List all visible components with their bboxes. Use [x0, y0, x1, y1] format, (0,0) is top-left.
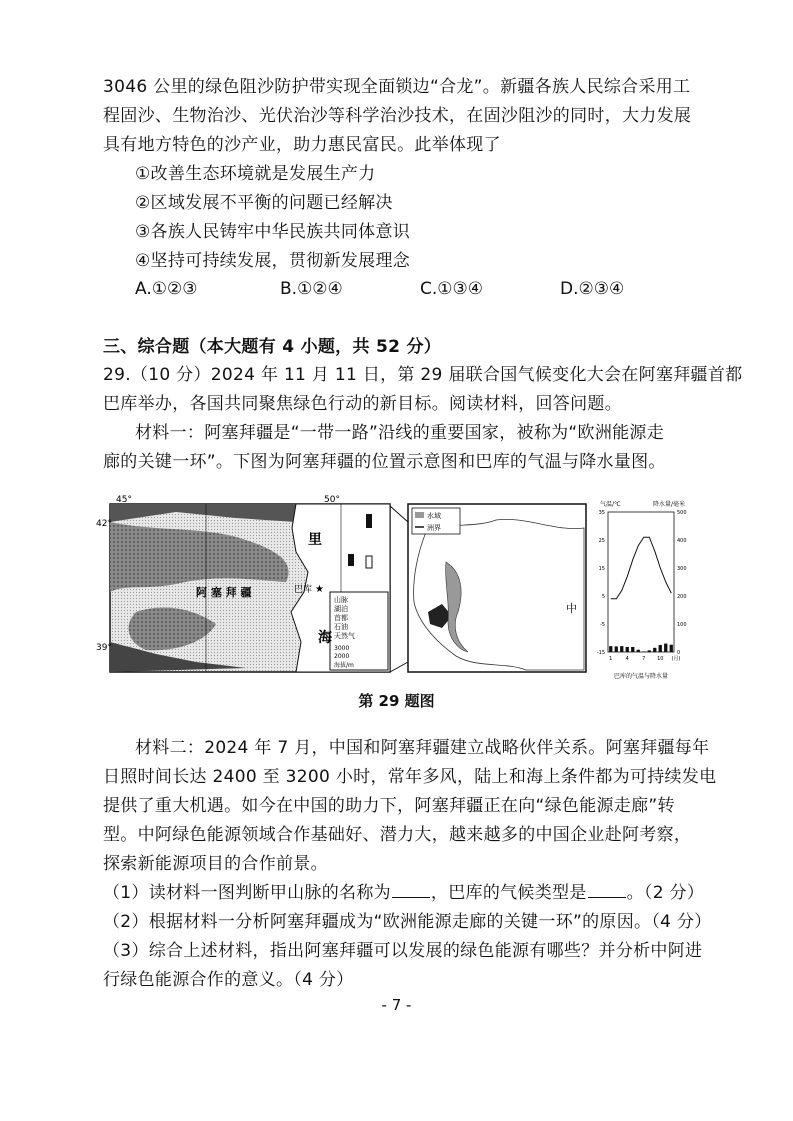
zoom-line-top [390, 506, 408, 522]
material2-line-3: 提供了重大机遇。如今在中国的助力下，阿塞拜疆正在向“绿色能源走廊”转 [103, 796, 675, 816]
legend-elev-unit: 海拔/m [334, 662, 354, 669]
lat-42-label: 42° [96, 519, 112, 529]
month-tick-label: 1 [609, 656, 613, 662]
china-label: 中 [566, 602, 577, 615]
temp-tick-label: -15 [596, 650, 605, 656]
precip-bar [670, 645, 673, 652]
legend-elev-1: 3000 [334, 645, 350, 652]
question-1-part-c: 。（2 分） [626, 883, 705, 903]
lon-45-label: 45° [116, 495, 132, 505]
figure-caption: 第 29 题图 [358, 692, 435, 710]
precip-tick-label: 0 [677, 650, 681, 656]
temp-tick-label: 15 [598, 566, 605, 572]
capital-star-icon: ★ [315, 584, 324, 595]
precip-tick-label: 300 [677, 566, 687, 572]
month-tick-label: 4 [625, 656, 629, 662]
answer-blank-2[interactable] [588, 883, 626, 898]
temp-tick-label: 35 [598, 510, 605, 516]
month-tick-label: 7 [642, 656, 646, 662]
legend-mountain-label: 山脉 [334, 596, 348, 604]
intro-line-1: 3046 公里的绿色阻沙防护带实现全面锁边“合龙”。新疆各族人民综合采用工 [103, 77, 691, 97]
answer-blank-1[interactable] [392, 883, 430, 898]
option-1: ①改善生态环境就是发展生产力 [135, 164, 376, 184]
month-tick-label: 10 [657, 656, 664, 662]
precip-bar [615, 646, 618, 652]
precip-bar [664, 644, 667, 652]
precip-tick-label: 500 [677, 510, 687, 516]
precip-ticks [677, 510, 687, 656]
precip-bar [626, 647, 629, 652]
precip-bar [653, 648, 656, 652]
question-1-part-a: （1）读材料一图判断甲山脉的名称为 [103, 883, 391, 903]
temp-axis-title: 气温/℃ [600, 501, 621, 508]
precip-bar [631, 647, 634, 652]
precip-tick-label: 100 [677, 622, 687, 628]
precip-bar [609, 646, 612, 652]
sea-label-2: 海 [318, 630, 332, 646]
legend-oil-label: 石油 [334, 623, 348, 631]
legend-water-label: 水域 [427, 512, 441, 520]
chart-plot-frame [608, 512, 674, 652]
lat-39-label: 39° [96, 643, 112, 653]
material1-line-1: 材料一：阿塞拜疆是“一带一路”沿线的重要国家，被称为“欧洲能源走 [135, 423, 665, 443]
precip-axis-title: 降水量/毫米 [653, 501, 686, 508]
legend-capital-label: 首都 [334, 614, 348, 622]
choice-b: B.①②④ [280, 279, 343, 299]
precip-bar [620, 646, 623, 652]
month-tick-label: (月) [671, 656, 681, 662]
section-header: 三、综合题（本大题有 4 小题，共 52 分） [103, 337, 442, 357]
q29-line-2: 巴库举办，各国共同聚焦绿色行动的新目标。阅读材料，回答问题。 [103, 394, 622, 414]
intro-line-2: 程固沙、生物治沙、光伏治沙等科学治沙技术，在固沙阻沙的同时，大力发展 [103, 106, 692, 126]
question-3-line-2: 行绿色能源合作的意义。（4 分） [103, 970, 354, 990]
material2-line-1: 材料二：2024 年 7 月，中国和阿塞拜疆建立战略伙伴关系。阿塞拜疆每年 [135, 738, 710, 758]
temp-tick-label: 25 [598, 538, 605, 544]
legend-elev-2: 2000 [334, 653, 350, 660]
legend-lake-label: 湖泊 [334, 605, 348, 613]
question-1 [103, 882, 704, 904]
temp-ticks [597, 510, 605, 656]
question-1-part-b: ，巴库的气候类型是 [430, 883, 587, 903]
oil-well-icon [366, 514, 372, 528]
material2-line-2: 日照时间长达 2400 至 3200 小时，常年多风，陆上和海上条件都为可持续发电 [103, 767, 717, 787]
legend-water-swatch [415, 512, 424, 518]
locator-panel [408, 504, 586, 672]
page-number: - 7 - [381, 996, 412, 1014]
material1-line-2: 廊的关键一环”。下图为阿塞拜疆的位置示意图和巴库的气温与降水量图。 [103, 452, 666, 472]
option-2: ②区域发展不平衡的问题已经解决 [135, 193, 393, 213]
intro-line-3: 具有地方特色的沙产业，助力惠民富民。此举体现了 [103, 135, 501, 155]
precip-tick-label: 400 [677, 538, 687, 544]
country-label: 阿 塞 拜 疆 [196, 586, 252, 599]
precip-bar [659, 645, 662, 652]
precip-bar [637, 650, 640, 652]
question-3-line-1: （3）综合上述材料，指出阿塞拜疆可以发展的绿色能源有哪些？并分析中阿进 [103, 941, 703, 961]
temp-tick-label: -5 [600, 622, 605, 628]
zoom-line-bottom [390, 662, 408, 672]
q29-figure [96, 492, 696, 682]
gas-well-icon [348, 554, 354, 566]
figure-svg [96, 492, 696, 682]
choice-c: C.①③④ [420, 279, 483, 299]
choice-a: A.①②③ [135, 279, 198, 299]
material2-line-4: 型。中阿绿色能源领域合作基础好、潜力大，越来越多的中国企业赴阿考察， [103, 825, 692, 845]
baku-label: 巴库 [294, 585, 313, 595]
map-panel [96, 495, 408, 672]
question-2: （2）根据材料一分析阿塞拜疆成为“欧洲能源走廊的关键一环”的原因。（4 分） [103, 912, 712, 932]
option-3: ③各族人民铸牢中华民族共同体意识 [135, 222, 411, 242]
precip-bar [648, 650, 651, 652]
temp-series-line [611, 537, 672, 599]
lon-50-label: 50° [324, 495, 340, 505]
precip-tick-label: 200 [677, 594, 687, 600]
sea-label-1: 里 [308, 532, 322, 548]
month-ticks [609, 655, 680, 662]
chart-caption: 巴库的气温与降水量 [613, 673, 669, 680]
legend-border-label: 洲界 [427, 524, 441, 532]
climate-chart [597, 500, 687, 680]
material2-line-5: 探索新能源项目的合作前景。 [103, 854, 328, 874]
precip-bars [609, 644, 673, 652]
precip-bar [642, 651, 645, 652]
choice-d: D.②③④ [560, 279, 625, 299]
temp-tick-label: 5 [601, 594, 605, 600]
legend-gas-label: 天然气 [334, 632, 355, 640]
q29-line-1: 29.（10 分）2024 年 11 月 11 日，第 29 届联合国气候变化大会在阿塞拜疆首都 [103, 365, 743, 385]
option-4: ④坚持可持续发展，贯彻新发展理念 [135, 251, 411, 271]
